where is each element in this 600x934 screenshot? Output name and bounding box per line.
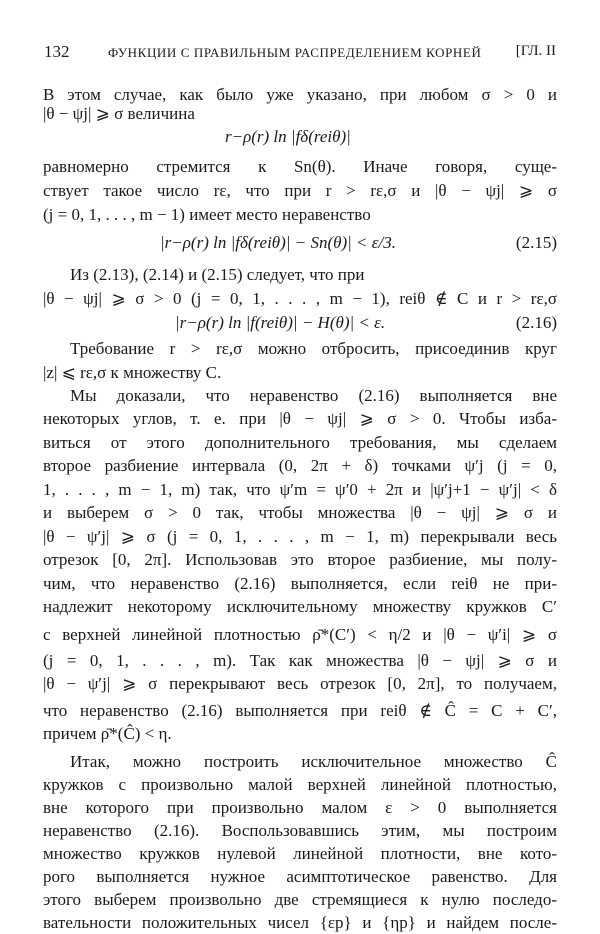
chapter-label: [ГЛ. II [515, 43, 556, 59]
text-line: |θ − ψ′j| ⩾ σ перекрывают весь отрезок [0, 2π], то получаем, [43, 674, 557, 693]
page-number: 132 [44, 42, 70, 61]
text-line: Мы доказали, что неравенство (2.16) выполняется вне [70, 386, 557, 405]
text-line: и выберем σ > 0 так, чтобы множества |θ − ψj| ⩾ σ и [43, 503, 557, 522]
text-line: |θ − ψ′j| ⩾ σ (j = 0, 1, . . . , m − 1, m) перекрывали весь [43, 527, 557, 546]
text-line: рого выполняется нужное асимптотическое равенство. Для [43, 867, 557, 886]
text-line: отрезок [0, 2π]. Использовав это второе разбиение, мы полу- [43, 550, 557, 569]
text-line: ствует такое число rε, что при r > rε,σ и |θ − ψj| ⩾ σ [43, 181, 557, 200]
page-header [44, 42, 556, 64]
text-line: (j = 0, 1, . . . , m). Так как множества |θ − ψj| ⩾ σ и [43, 651, 557, 670]
text-line: Требование r > rε,σ можно отбросить, присоединив круг [70, 339, 557, 358]
text-line: кружков с произвольно малой верхней линейной плотностью, [43, 775, 557, 794]
text-line: |z| ⩽ rε,σ к множеству C. [43, 363, 222, 382]
equation-2-15: |r−ρ(r) ln |fδ(reiθ)| − Sn(θ)| < ε/3. [160, 233, 396, 252]
running-title: ФУНКЦИИ С ПРАВИЛЬНЫМ РАСПРЕДЕЛЕНИЕМ КОРНЕЙ [108, 45, 482, 60]
text-line: вательности положительных чисел {εp} и {ηp} и найдем после- [43, 913, 557, 932]
equation-number: (2.15) [515, 233, 557, 252]
text-line: В этом случае, как было уже указано, при любом σ > 0 и [43, 85, 557, 104]
text-line: |θ − ψj| ⩾ σ > 0 (j = 0, 1, . . . , m − 1), reiθ ∉ C и r > rε,σ [43, 289, 557, 308]
text-line: (j = 0, 1, . . . , m − 1) имеет место неравенство [43, 205, 371, 224]
text-line: виться от этого дополнительного требования, мы сделаем [43, 433, 557, 452]
equation-number: (2.16) [515, 313, 557, 332]
text-line: с верхней линейной плотностью ρ̄*(C′) < η/2 и |θ − ψ′i| ⩾ σ [43, 625, 557, 644]
text-line: |θ − ψj| ⩾ σ величина [43, 104, 195, 123]
text-line: множество кружков нулевой линейной плотности, вне кото- [43, 844, 557, 863]
text-line: второе разбиение интервала (0, 2π + δ) точками ψ′j (j = 0, [43, 456, 557, 475]
text-line: некоторых углов, т. е. при |θ − ψj| ⩾ σ > 0. Чтобы изба- [43, 409, 557, 428]
text-line: чим, что неравенство (2.16) выполняется, если reiθ не при- [43, 574, 557, 593]
text-line: надлежит некоторому исключительному множеству кружков C′ [43, 597, 557, 616]
formula: r−ρ(r) ln |fδ(reiθ)| [225, 127, 351, 146]
text-line: причем ρ̄*(Ĉ) < η. [43, 724, 172, 743]
text-line: 1, . . . , m − 1, m) так, что ψ′m = ψ′0 + 2π и |ψ′j+1 − ψ′j| < δ [43, 480, 557, 499]
equation-2-16: |r−ρ(r) ln |f(reiθ)| − H(θ)| < ε. [175, 313, 386, 332]
text-line: неравенство (2.16). Воспользовавшись этим, мы построим [43, 821, 557, 840]
text-line: вне которого при произвольно малом ε > 0 выполняется [43, 798, 557, 817]
text-line: что неравенство (2.16) выполняется при reiθ ∉ Ĉ = C + C′, [43, 701, 557, 720]
text-line: равномерно стремится к Sn(θ). Иначе говоря, суще- [43, 157, 557, 176]
text-line: Итак, можно построить исключительное множество Ĉ [70, 752, 557, 771]
text-line: Из (2.13), (2.14) и (2.15) следует, что при [70, 265, 365, 284]
text-line: этого выберем произвольно две стремящиеся к нулю последо- [43, 890, 557, 909]
